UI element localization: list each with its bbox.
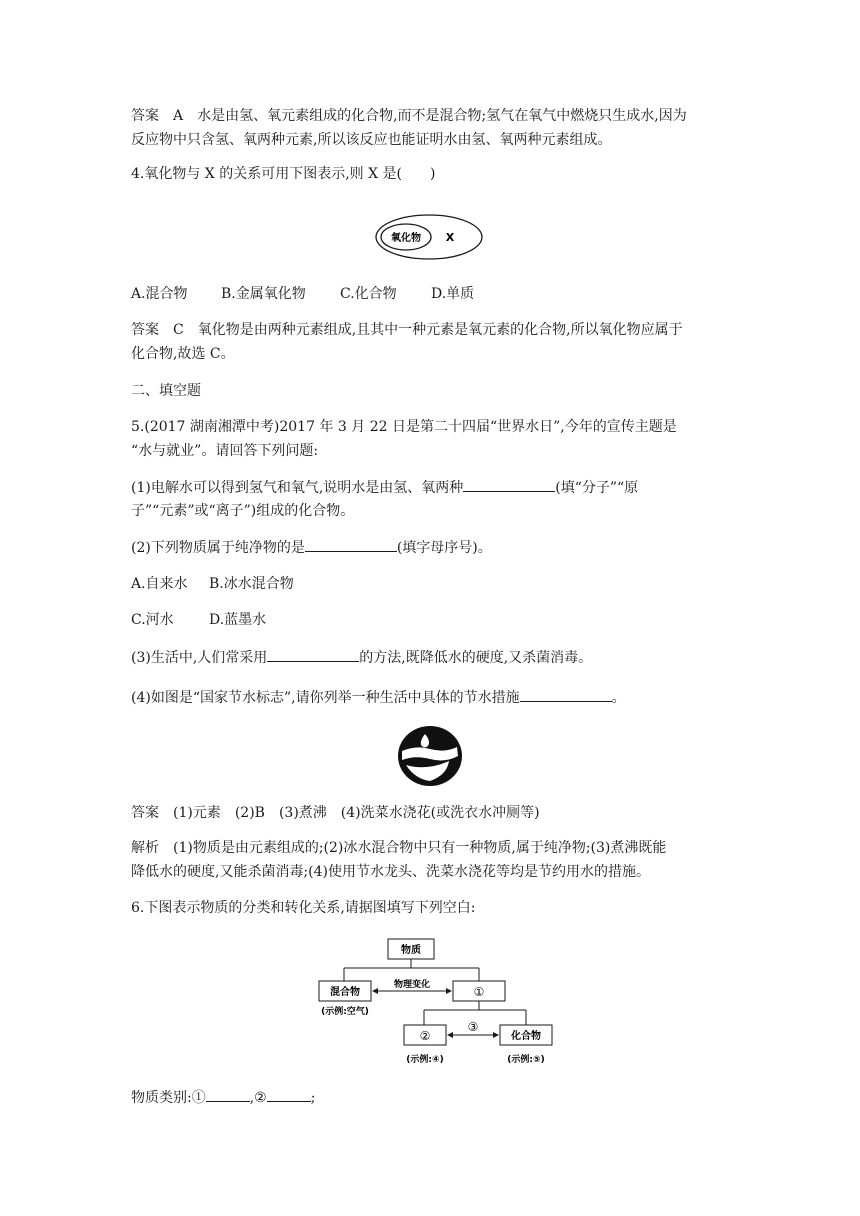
q5-part1-line-1 <box>131 477 638 498</box>
q5-part3-text-a: (3)生活中,人们常采用 <box>131 650 268 666</box>
q5-option-c: C.河水 <box>131 612 174 628</box>
q6-blank-1[interactable] <box>206 1087 250 1102</box>
q5-part2 <box>131 537 492 558</box>
label-left: 混合物 <box>330 987 360 998</box>
label-bottom-right-example: (示例:⑤) <box>507 1055 545 1065</box>
q4-answer-line-2: 化合物,故选 C。 <box>131 346 235 362</box>
q4-answer-line-1: 答案 C 氧化物是由两种元素组成,且其中一种元素是氧元素的化合物,所以氧化物应属于 <box>131 322 683 338</box>
q5-option-b: B.冰水混合物 <box>209 576 294 592</box>
q5-part2-text-b: (填字母序号)。 <box>396 540 492 556</box>
q5-part3-text-b: 的方法,既降低水的硬度,又杀菌消毒。 <box>359 650 593 666</box>
q6-fill-text-a: 物质类别:① <box>131 1090 206 1106</box>
q4-options <box>131 284 474 304</box>
q5-stem-line-2: “水与就业”。请回答下列问题: <box>131 443 319 459</box>
q5-part4 <box>131 687 626 708</box>
q6-stem: 6.下图表示物质的分类和转化关系,请据图填写下列空白: <box>131 900 476 916</box>
q6-fill-text-b: ,② <box>249 1090 267 1106</box>
label-right: ① <box>473 985 485 999</box>
q5-analysis-line-1: 解析 (1)物质是由元素组成的;(2)冰水混合物中只有一种物质,属于纯净物;(3)煮沸既能 <box>131 840 667 856</box>
label-top: 物质 <box>401 945 421 956</box>
q5-analysis-line-2: 降低水的硬度,又能杀菌消毒;(4)使用节水龙头、洗菜水浇花等均是节约用水的措施。 <box>131 864 650 880</box>
label-middle-arrow: 物理变化 <box>393 980 431 990</box>
q5-part2-text-a: (2)下列物质属于纯净物的是 <box>131 540 305 556</box>
q4-option-a: A.混合物 <box>131 286 188 302</box>
q5-part1-text-b: (填“分子”“原 <box>555 480 639 496</box>
q3-answer-line-1: 答案 A 水是由氢、氧元素组成的化合物,而不是混合物;氢气在氧气中燃烧只生成水,因为 <box>131 108 687 124</box>
q6-fill-line <box>131 1087 315 1108</box>
q5-part1-line-2: 子”“元素”或“离子”)组成的化合物。 <box>131 503 355 519</box>
q5-part4-text-a: (4)如图是“国家节水标志”,请你列举一种生活中具体的节水措施 <box>131 690 520 706</box>
q5-part2-options-row-1 <box>131 574 294 594</box>
q5-option-d: D.蓝墨水 <box>209 612 267 628</box>
q5-stem-line-1: 5.(2017 湖南湘潭中考)2017 年 3 月 22 日是第二十四届“世界水日”,今年的宣传主题是 <box>131 419 677 435</box>
q5-part3 <box>131 647 592 668</box>
q5-part4-text-b: 。 <box>611 690 626 706</box>
q4-option-b: B.金属氧化物 <box>221 286 306 302</box>
label-left-example: (示例:空气) <box>321 1007 369 1017</box>
q5-part3-blank[interactable] <box>267 647 359 662</box>
q6-fill-text-c: ; <box>310 1090 316 1106</box>
q5-part2-blank[interactable] <box>305 537 397 552</box>
label-bottom-right: 化合物 <box>511 1031 541 1042</box>
q4-option-c: C.化合物 <box>340 286 397 302</box>
q6-blank-2[interactable] <box>267 1087 311 1102</box>
q5-option-a: A.自来水 <box>131 576 188 592</box>
outer-label: X <box>445 231 455 244</box>
q5-part4-blank[interactable] <box>520 687 612 702</box>
inner-label: 氧化物 <box>391 233 421 244</box>
label-bottom-left: ② <box>419 1029 431 1043</box>
q5-answer: 答案 (1)元素 (2)B (3)煮沸 (4)洗菜水浇花(或洗衣水冲厕等) <box>131 805 540 821</box>
q4-question: 4.氧化物与 X 的关系可用下图表示,则 X 是( ) <box>131 166 436 182</box>
q3-answer-line-2: 反应物中只含氢、氧两种元素,所以该反应也能证明水由氢、氧两种元素组成。 <box>131 132 612 148</box>
label-bottom-left-example: (示例:④) <box>406 1055 444 1065</box>
q4-option-d: D.单质 <box>431 286 475 302</box>
q4-venn-diagram <box>374 213 484 261</box>
q6-classification-diagram <box>312 938 560 1070</box>
water-saving-logo-icon <box>397 725 463 787</box>
label-bottom-arrow: ③ <box>467 1020 479 1034</box>
section-title: 二、填空题 <box>131 383 201 399</box>
q5-part1-text-a: (1)电解水可以得到氢气和氧气,说明水是由氢、氧两种 <box>131 480 464 496</box>
q5-part1-blank[interactable] <box>463 477 555 492</box>
q5-part2-options-row-2 <box>131 610 266 630</box>
